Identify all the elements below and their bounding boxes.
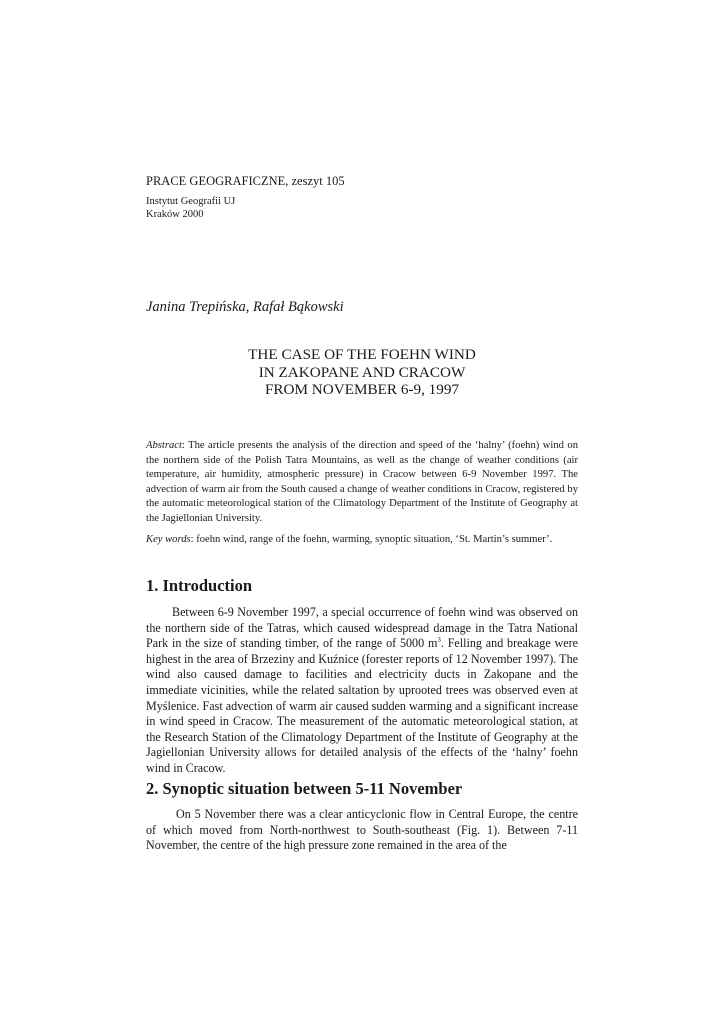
institute-info <box>146 195 235 221</box>
title-line-2: IN ZAKOPANE AND CRACOW <box>258 363 466 381</box>
synoptic-paragraph <box>146 807 578 854</box>
abstract-label: Abstract <box>146 440 182 451</box>
synoptic-text: On 5 November there was a clear anticyclonic flow in Central Europe, the centre of which moved from North-northwest to South-southeast (Fig. 1). Between 7-11 November, the centre of the high pressure zone remained in the area of the <box>146 807 578 853</box>
title-line-3: FROM NOVEMBER 6-9, 1997 <box>264 381 460 398</box>
title-line-1: THE CASE OF THE FOEHN WIND <box>248 346 476 363</box>
section-heading-introduction: 1. Introduction <box>146 576 253 595</box>
section-heading-synoptic: 2. Synoptic situation between 5-11 November <box>146 779 463 798</box>
keywords <box>146 533 578 548</box>
abstract-text: : The article presents the analysis of the direction and speed of the ‘halny’ (foehn) wind on the northern side of the Polish Tatra Mountains, as well as the change of weather conditions (air temperature, air humidity, atmospheric pressure) in Cracow between 6-9 November 1997. The advection of warm air from the South caused a change of weather conditions in Cracow, registered by the automatic meteorological station of the Climatology Department of the Institute of Geography at the Jagiellonian University. <box>146 440 578 524</box>
journal-header: PRACE GEOGRAFICZNE, zeszyt 105 <box>146 174 345 188</box>
abstract <box>146 439 578 526</box>
superscript-3: 3 <box>437 636 441 645</box>
institute-name: Instytut Geografii UJ <box>146 196 236 207</box>
authors: Janina Trepińska, Rafał Bąkowski <box>146 299 344 315</box>
keywords-text: : foehn wind, range of the foehn, warming, synoptic situation, ‘St. Martin’s summer’. <box>190 534 553 545</box>
intro-text-part2: . Felling and breakage were highest in the area of Brzeziny and Kuźnice (forester reports of 12 November 1997). The wind also caused damage to facilities and electricity ducts in Zakopane and the immediate vicinities, while the related saltation by uprooted trees was observed even at Myślenice. Fast advection of warm air caused sudden warming and a significant increase in wind speed in Cracow. The measurement of the automatic meteorological station, at the Research Station of the Climatology Department of the Institute of Geography at the Jagiellonian University allows for detailed analysis of the effects of the ‘halny’ foehn wind in Cracow. <box>146 636 578 775</box>
keywords-label: Key words <box>146 534 191 545</box>
paper-title <box>146 346 578 399</box>
intro-text-part1: Between 6-9 November 1997, a special occurrence of foehn wind was observed on the northern side of the Tatras, which caused widespread damage in the Tatra National Park in the size of standing timber, of the range of 5000 m <box>146 605 578 651</box>
introduction-paragraph <box>146 605 578 777</box>
place-year: Kraków 2000 <box>146 209 204 220</box>
